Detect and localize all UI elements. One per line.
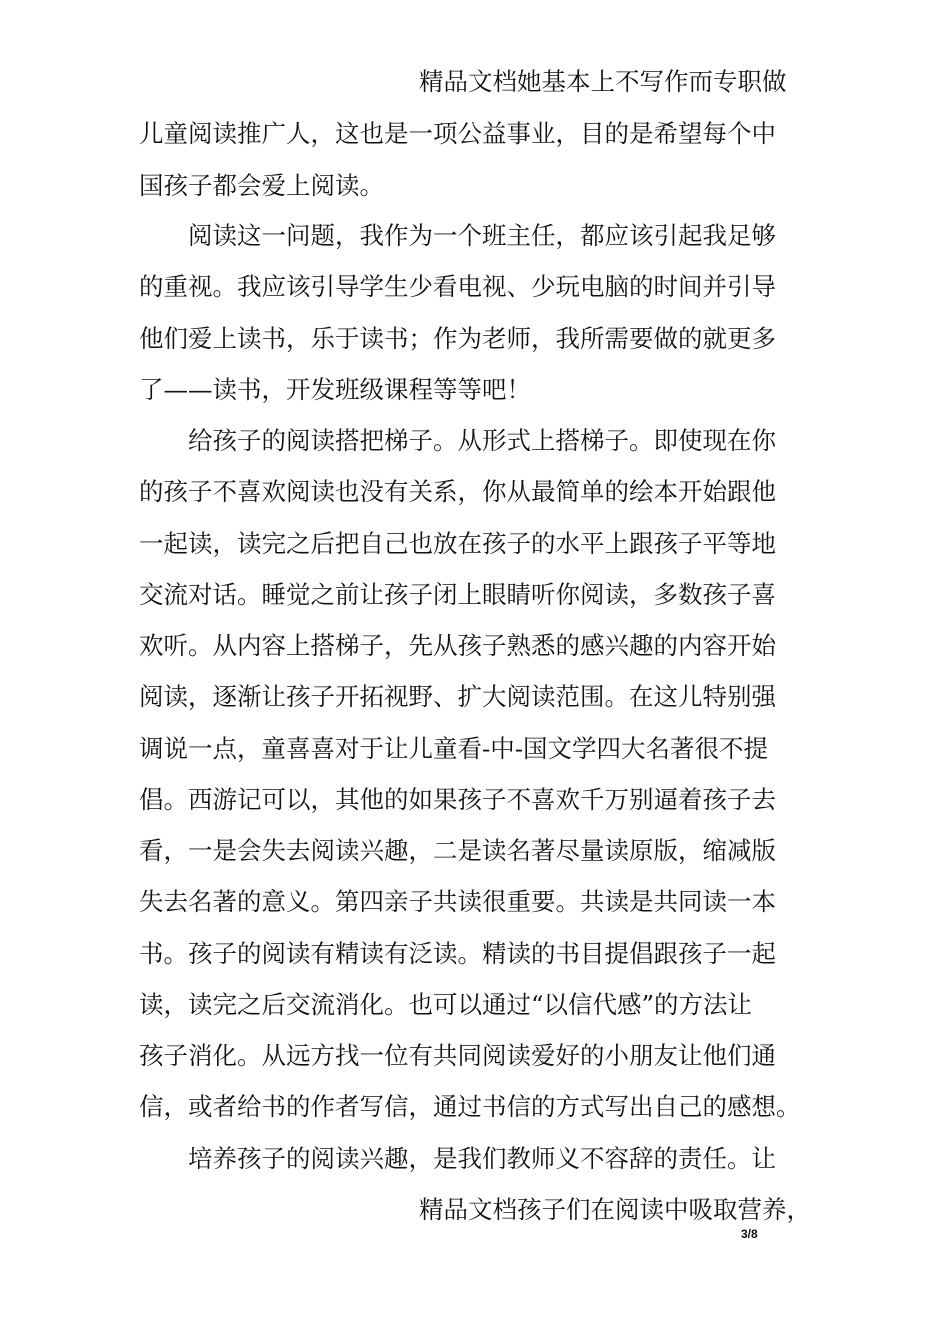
text-line-20: 孩子消化。从远方找一位有共同阅读爱好的小朋友让他们通 bbox=[139, 1041, 776, 1070]
text-line-12: 欢听。从内容上搭梯子，先从孩子熟悉的感兴趣的内容开始 bbox=[139, 631, 776, 660]
text-line-19: 读，读完之后交流消化。也可以通过“以信代感”的方法让 bbox=[139, 990, 753, 1019]
text-line-5: 的重视。我应该引导学生少看电视、少玩电脑的时间并引导 bbox=[139, 272, 776, 301]
text-line-15: 倡。西游记可以，其他的如果孩子不喜欢千万别逼着孩子去 bbox=[139, 785, 776, 814]
text-line-21: 信，或者给书的作者写信，通过书信的方式写出自己的感想。 bbox=[139, 1092, 801, 1121]
text-line-17: 失去名著的意义。第四亲子共读很重要。共读是共同读一本 bbox=[139, 887, 776, 916]
text-line-9: 的孩子不喜欢阅读也没有关系，你从最简单的绘本开始跟他 bbox=[139, 477, 776, 506]
text-line-18: 书。孩子的阅读有精读有泛读。精读的书目提倡跟孩子一起 bbox=[139, 939, 776, 968]
text-line-1: 精品文档她基本上不写作而专职做 bbox=[419, 67, 787, 96]
text-line-10: 一起读，读完之后把自己也放在孩子的水平上跟孩子平等地 bbox=[139, 529, 776, 558]
text-line-13: 阅读，逐渐让孩子开拓视野、扩大阅读范围。在这儿特别强 bbox=[139, 682, 776, 711]
text-line-4: 阅读这一问题，我作为一个班主任，都应该引起我足够 bbox=[188, 221, 776, 250]
page-number: 3/8 bbox=[741, 1227, 758, 1241]
text-line-16: 看，一是会失去阅读兴趣，二是读名著尽量读原版，缩减版 bbox=[139, 836, 776, 865]
text-line-2: 儿童阅读推广人，这也是一项公益事业，目的是希望每个中 bbox=[139, 119, 776, 148]
text-line-6: 他们爱上读书，乐于读书；作为老师，我所需要做的就更多 bbox=[139, 324, 776, 353]
text-line-11: 交流对话。睡觉之前让孩子闭上眼睛听你阅读，多数孩子喜 bbox=[139, 580, 776, 609]
text-line-23: 精品文档孩子们在阅读中吸取营养， bbox=[419, 1195, 811, 1224]
text-line-7: 了——读书，开发班级课程等等吧！ bbox=[139, 375, 531, 404]
text-line-14: 调说一点，童喜喜对于让儿童看-中-国文学四大名著很不提 bbox=[139, 734, 769, 763]
text-line-3: 国孩子都会爱上阅读。 bbox=[139, 171, 384, 200]
text-line-8: 给孩子的阅读搭把梯子。从形式上搭梯子。即使现在你 bbox=[188, 426, 776, 455]
text-line-22: 培养孩子的阅读兴趣，是我们教师义不容辞的责任。让 bbox=[188, 1144, 776, 1173]
